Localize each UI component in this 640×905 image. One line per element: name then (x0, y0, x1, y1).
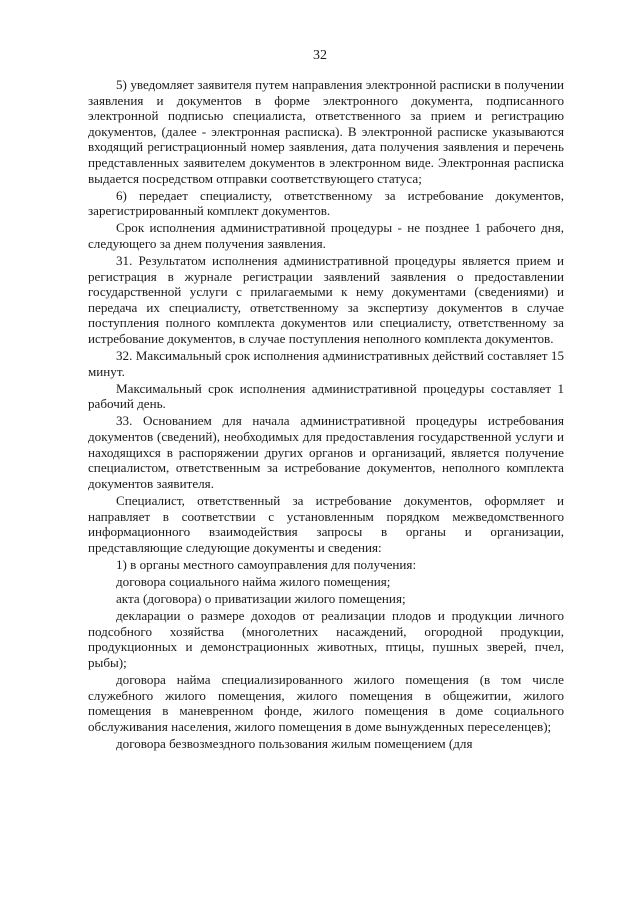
paragraph: 32. Максимальный срок исполнения административных действий составляет 15 минут. (88, 348, 564, 379)
paragraph: договора безвозмездного пользования жилым помещением (для (116, 735, 473, 751)
paragraph: Специалист, ответственный за истребование документов, оформляет и направляет в соответствии с установленным порядком межведомственного информационного взаимодействия запросы в органы и организации, представляющие следующие документы и сведения: (88, 492, 564, 555)
paragraph: Максимальный срок исполнения административной процедуры составляет 1 рабочий день. (88, 380, 564, 412)
paragraph: договора найма специализированного жилого помещения (в том числе служебного жилого помещения, жилого помещения в общежитии, жилого помещения в маневренном фонде, жилого помещения в доме социального обслуживания населения, жилого помещения в доме вынужденных переселенцев); (88, 671, 564, 734)
paragraph: 5) уведомляет заявителя путем направления электронной расписки в получении заявления и документов в форме электронного документа, подписанного электронной подписью специалиста, ответственного за прием и регистрацию документов, (далее - электронная расписка). В электронной расписке указываются входящий регистрационный номер заявления, дата получения заявления и перечень представленных заявителем документов в электронном виде. Электронная расписка выдается посредством отправки соответствующего статуса; (88, 77, 564, 186)
paragraph: 6) передает специалисту, ответственному за истребование документов, зарегистрированный комплект документов. (88, 187, 564, 219)
page-number: 32 (313, 48, 327, 63)
paragraph: Срок исполнения административной процедуры - не позднее 1 рабочего дня, следующего за днем получения заявления. (88, 220, 564, 251)
paragraph: декларации о размере доходов от реализации плодов и продукции личного подсобного хозяйства (многолетних насаждений, огородной продукции, продукционных и демонстрационных животных, птицы, пушных зверей, пчел, рыбы); (88, 608, 564, 670)
paragraph: 33. Основанием для начала административной процедуры истребования документов (сведений), необходимых для предоставления государственной услуги и находящихся в распоряжении других органов и организаций, является получение специалистом, ответственным за истребование документов, неполного комплекта документов заявителя. (88, 413, 564, 491)
page-body (88, 77, 564, 751)
paragraph: 31. Результатом исполнения административной процедуры является прием и регистрация в журнале регистрации заявлений заявления о предоставлении государственной услуги с прилагаемыми к нему документами (сведениями) и передача их специалисту, ответственному за экспертизу документов в случае поступления полного комплекта документов или специалисту, ответственному за истребование документов, в случае поступления неполного комплекта документов. (88, 253, 564, 346)
paragraph: 1) в органы местного самоуправления для получения: (116, 556, 417, 572)
paragraph: договора социального найма жилого помещения; (116, 573, 391, 589)
paragraph: акта (договора) о приватизации жилого помещения; (116, 591, 406, 606)
